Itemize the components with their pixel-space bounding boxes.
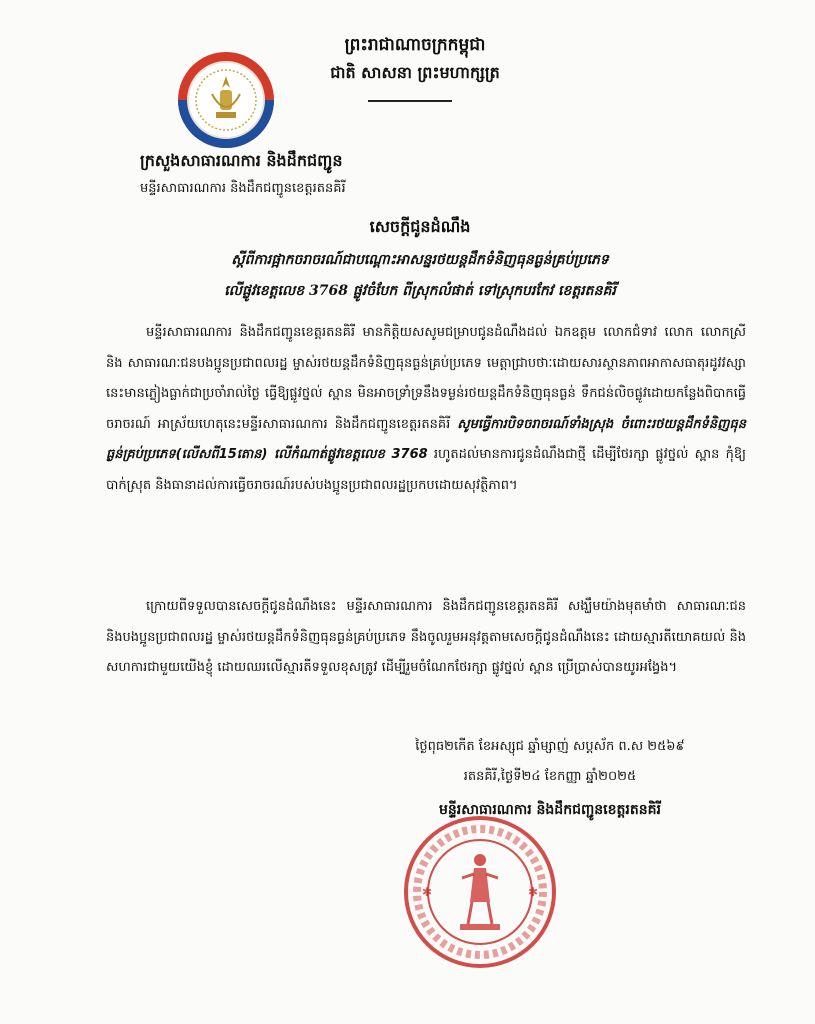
paragraph-1-text-end: រហូតដល់មានការជូនដំណឹងជាថ្មី ដើម្បីថែរក្សា ផ្លូវថ្នល់ ស្ពាន កុំឱ្យបាក់ស្រុត និងធានាដល់ការធ្វើចរាចរណ៍របស់បងប្អូនប្រជាពលរដ្ឋប្រកបដោយសុវត្ថិភាព។ (106, 447, 746, 493)
signing-office: មន្ទីរសាធារណការ និងដឹកជញ្ជូនខេត្តរតនគិរី (439, 802, 661, 818)
kingdom-motto: ជាតិ សាសនា ព្រះមហាក្សត្រ (330, 63, 500, 82)
notice-subject-line1: ស្តីពីការផ្អាកចរាចរណ៍ជាបណ្តោះអាសន្នរថយន្តដឹកទំនិញធុនធ្ងន់គ្រប់ប្រភេទ (231, 252, 609, 268)
ministry-name: ក្រសួងសាធារណការ និងដឹកជញ្ជូន (140, 151, 343, 170)
department-name: មន្ទីរសាធារណការ និងដឹកជញ្ជូនខេត្តរតនគិរី (140, 181, 346, 196)
lunar-date: ថ្ងៃពុធ២កើត ខែអស្សុជ ឆ្នាំម្សាញ់ សប្តស័ក ព.ស ២៥៦៩ (415, 739, 685, 754)
ministry-header (140, 150, 440, 199)
notice-title (100, 216, 740, 302)
body-paragraph-1 (106, 318, 746, 501)
kingdom-title: ព្រះរាជាណាចក្រកម្ពុជា (344, 35, 486, 55)
header-divider (368, 100, 452, 102)
notice-heading: សេចក្តីជូនដំណឹង (369, 217, 471, 236)
official-stamp-icon (400, 812, 560, 972)
svg-text:✱: ✱ (422, 885, 433, 899)
notice-subject-line2: លើផ្លូវខេត្តលេខ 3768 ផ្លូវចំបែក ពីស្រុកលំផាត់ ទៅស្រុកបរកែវ ខេត្តរតនគិរី (224, 283, 616, 299)
paragraph-1-text: មន្ទីរសាធារណការ និងដឹកជញ្ជូនខេត្តរតនគិរី មានកិត្តិយសសូមជម្រាបជូនដំណឹងដល់ ឯកឧត្តម លោកជំទាវ លោក លោកស្រី និង សាធារណៈជនបងប្អូនប្រជាពលរដ្ឋ ម្ចាស់រថយន្តដឹកទំនិញធុនធ្ងន់គ្រប់ប្រភេទ មេត្តាជ្រាបថាៈដោយសារស្ថានភាពអាកាសធាតុរដូវវស្សានេះមានភ្លៀងធ្លាក់ជាប្រចាំរាល់ថ្ងៃ ធ្វើឱ្យផ្លូវថ្នល់ ស្ពាន មិនអាចទ្រាំទ្រនឹងទម្ងន់រថយន្តដឹកទំនិញធុនធ្ងន់ ទឹកជន់លិចផ្លូវដោយកន្លែងពិបាកធ្វើចរាចរណ៍ អាស្រ័យហេតុនេះមន្ទីរសាធារណការ និងដឹកជញ្ជូនខេត្តរតនគិរី (106, 325, 746, 432)
paragraph-1-emphasis: សូមធ្វើការបិទចរាចរណ៍ទាំងស្រុង ចំពោះរថយន្តដឹកទំនិញធុនធ្ងន់គ្រប់ប្រភេទ(លើសពី15តោន) លើកំណាត់ផ្លូវខេត្តលេខ 3768 (106, 416, 746, 462)
ministry-logo-icon (176, 50, 276, 150)
body-paragraph-2: ក្រោយពីទទួលបានសេចក្តីជូនដំណឹងនេះ មន្ទីរសាធារណការ និងដឹកជញ្ជូនខេត្តរតនគិរី សង្ឃឹមយ៉ាងមុតមាំថា សាធារណៈជន និងបងប្អូនប្រជាពលរដ្ឋ ម្ចាស់រថយន្តដឹកទំនិញធុនធ្ងន់គ្រប់ប្រភេទ នឹងចូលរួមអនុវត្តតាមសេចក្តីជូនដំណឹងនេះ ដោយស្មារតីយោគយល់ និងសហការជាមួយយើងខ្ញុំ ដោយឈរលើស្មារតីទទួលខុសត្រូវ ដើម្បីរួមចំណែកថែរក្សា ផ្លូវថ្នល់ ស្ពាន ប្រើប្រាស់បានយូរអង្វែង។ (106, 599, 746, 675)
svg-text:✱: ✱ (528, 885, 539, 899)
solar-date: រតនគិរី,ថ្ងៃទី២៤ ខែកញ្ញា ឆ្នាំ២០២៥ (463, 769, 637, 784)
